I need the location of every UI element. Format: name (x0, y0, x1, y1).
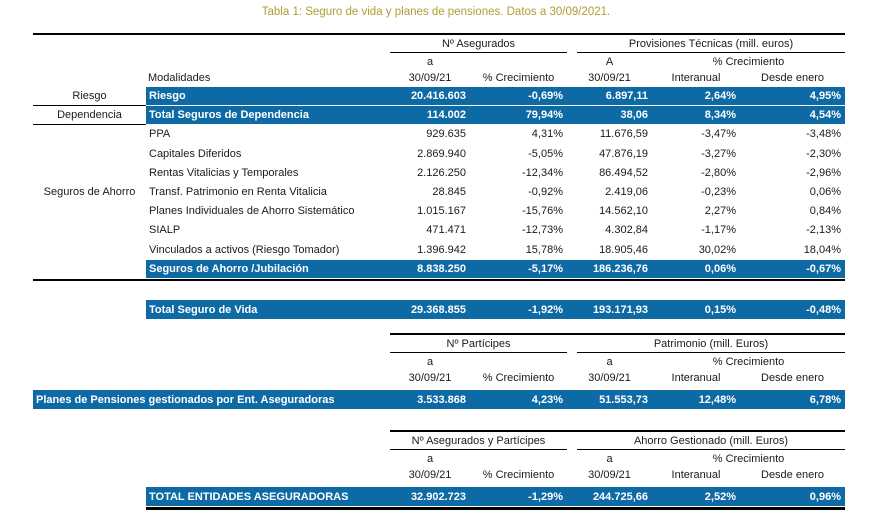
table3-header (33, 430, 845, 484)
table1-rows (33, 87, 845, 279)
cell-count-value: 28.845 (432, 185, 466, 198)
row-group-label (33, 487, 146, 507)
table3-rows (33, 487, 845, 507)
subheader-a-right: a (606, 356, 613, 369)
row-group-label (33, 221, 146, 240)
table3-top-rule (390, 430, 845, 432)
table-row (33, 164, 845, 183)
cell-growth-value: -5,05% (528, 147, 563, 160)
table-row (33, 390, 845, 410)
cell-count-value: 1.015.167 (417, 205, 466, 218)
column-group-header-patrimonio: Patrimonio (mill. Euros) (577, 333, 845, 353)
cell-count-value: 8.838.250 (390, 260, 470, 279)
cell-interannual-value: 12,48% (652, 390, 740, 410)
cell-interannual-value: -2,80% (701, 166, 736, 179)
subheader-a-right: A (605, 56, 614, 68)
cell-growth-value: 4,31% (531, 128, 563, 141)
cell-count-value: 29.368.855 (390, 300, 470, 320)
table2-group-header-row (33, 333, 845, 353)
cell-amount-value: 193.171,93 (567, 300, 652, 320)
row-label: Rentas Vitalicias y Temporales (149, 166, 299, 179)
table1-total-row-container (33, 300, 845, 320)
row-group-label (33, 164, 146, 183)
table3-bottom-rule (146, 507, 845, 509)
column-header-modalidades: Modalidades (148, 72, 211, 84)
cell-since-january-value: 0,06% (809, 185, 841, 198)
cell-growth-value: -12,73% (522, 224, 563, 237)
table-row (33, 183, 845, 202)
cell-count-value: 20.416.603 (390, 87, 470, 106)
row-label: TOTAL ENTIDADES ASEGURADORAS (146, 487, 390, 507)
cell-since-january-value: -2,30% (806, 147, 841, 160)
cell-interannual-value: 8,34% (652, 106, 740, 125)
cell-since-january-value: -2,13% (806, 224, 841, 237)
cell-growth-value: -0,69% (470, 87, 567, 106)
cell-growth-value: 4,23% (470, 390, 567, 410)
column-header-since-january: Desde enero (761, 469, 824, 482)
column-group-header-provisiones: Provisiones Técnicas (mill. euros) (577, 33, 845, 53)
cell-since-january-value: 4,54% (740, 106, 845, 125)
cell-since-january-value: 6,78% (740, 390, 845, 410)
cell-amount-value: 4.302,84 (605, 224, 648, 237)
row-group-label (33, 145, 146, 164)
cell-count-value: 2.126.250 (417, 166, 466, 179)
table-row (33, 241, 845, 260)
row-group-label (33, 125, 146, 144)
table3-group-header-row (33, 430, 845, 450)
cell-count-value: 929.635 (426, 128, 466, 141)
row-group-label (33, 300, 146, 320)
column-header-since-january: Desde enero (761, 372, 824, 385)
column-header-interannual: Interanual (671, 372, 721, 385)
cell-count-value: 114.002 (390, 106, 470, 125)
column-header-growth: % Crecimiento (482, 372, 555, 385)
cell-amount-value: 86.494,52 (599, 166, 648, 179)
column-header-date-right: 30/09/21 (588, 372, 631, 385)
table2-top-rule (390, 333, 845, 335)
table2-column-header-row (33, 370, 845, 387)
column-header-date-left: 30/09/21 (408, 469, 452, 482)
cell-amount-value: 2.419,06 (605, 185, 648, 198)
column-group-header-participes: Nº Partícipes (390, 333, 567, 353)
table-wrapper (33, 33, 845, 510)
row-label: Planes de Pensiones gestionados por Ent. Aseguradoras (33, 390, 390, 410)
cell-growth-value: -12,34% (522, 166, 563, 179)
cell-since-january-value: -0,67% (740, 260, 845, 279)
row-label: SIALP (149, 224, 181, 237)
row-label: Riesgo (146, 87, 390, 106)
cell-growth-value: -5,17% (470, 260, 567, 279)
cell-interannual-value: 0,15% (652, 300, 740, 320)
row-group-label: Seguros de Ahorro (43, 185, 136, 198)
cell-amount-value: 11.676,59 (599, 128, 648, 141)
table2-header (33, 333, 845, 387)
row-group-label: Dependencia (33, 106, 146, 125)
row-group-label (33, 202, 146, 221)
table-row (33, 125, 845, 144)
subheader-growth: % Crecimiento (712, 453, 785, 466)
table1-header (33, 33, 845, 87)
cell-interannual-value: 0,06% (652, 260, 740, 279)
cell-amount-value: 18.905,46 (599, 243, 648, 256)
column-group-header-asegurados: Nº Asegurados (390, 33, 567, 53)
cell-amount-value: 47.876,19 (599, 147, 648, 160)
table-row (33, 300, 845, 320)
column-header-date-left: 30/09/21 (408, 372, 452, 385)
cell-count-value: 32.902.723 (390, 487, 470, 507)
subheader-growth: % Crecimiento (712, 356, 785, 369)
cell-interannual-value: -1,17% (701, 224, 736, 237)
cell-since-january-value: -2,96% (806, 166, 841, 179)
column-header-date-left: 30/09/21 (408, 72, 452, 84)
cell-interannual-value: 2,64% (652, 87, 740, 106)
row-group-label (33, 241, 146, 260)
row-label: Vinculados a activos (Riesgo Tomador) (149, 243, 340, 256)
cell-amount-value: 244.725,66 (567, 487, 652, 507)
cell-since-january-value: -0,48% (740, 300, 845, 320)
row-group-label (33, 260, 146, 279)
cell-since-january-value: 18,04% (803, 243, 841, 256)
table-row (33, 106, 845, 125)
cell-interannual-value: -0,23% (701, 185, 736, 198)
cell-interannual-value: 2,52% (652, 487, 740, 507)
table1-bottom-rule (33, 279, 845, 281)
column-header-growth: % Crecimiento (482, 72, 555, 84)
table3-column-header-row (33, 467, 845, 484)
cell-amount-value: 51.553,73 (567, 390, 652, 410)
column-header-interannual: Interanual (671, 469, 721, 482)
subheader-a-right: a (606, 453, 613, 466)
table1-subheader-row (33, 53, 845, 70)
subheader-growth: % Crecimiento (712, 56, 785, 68)
cell-growth-value: -1,92% (470, 300, 567, 320)
cell-interannual-value: -3,47% (701, 128, 736, 141)
row-label: Seguros de Ahorro /Jubilación (146, 260, 390, 279)
table1-top-rule (33, 33, 845, 35)
table-row (33, 221, 845, 240)
row-group-label: Riesgo (33, 87, 146, 106)
table-row (33, 260, 845, 279)
cell-count-value: 1.396.942 (417, 243, 466, 256)
cell-since-january-value: 0,84% (809, 205, 841, 218)
subheader-a-left: a (426, 56, 434, 68)
table-caption: Tabla 1: Seguro de vida y planes de pensiones. Datos a 30/09/2021. (261, 6, 611, 18)
table2-rows (33, 390, 845, 410)
column-group-header-ahorro-gestionado: Ahorro Gestionado (mill. Euros) (577, 430, 845, 450)
cell-since-january-value: 4,95% (740, 87, 845, 106)
subheader-a-left: a (426, 356, 434, 369)
row-label: PPA (149, 128, 171, 141)
cell-interannual-value: -3,27% (701, 147, 736, 160)
row-label: Total Seguros de Dependencia (146, 106, 390, 125)
table1-column-header-row (33, 70, 845, 87)
cell-since-january-value: 0,96% (740, 487, 845, 507)
table3-subheader-row (33, 450, 845, 467)
cell-amount-value: 14.562,10 (599, 205, 648, 218)
cell-count-value: 471.471 (426, 224, 466, 237)
column-header-growth: % Crecimiento (482, 469, 555, 482)
cell-interannual-value: 2,27% (704, 205, 736, 218)
column-header-since-january: Desde enero (761, 72, 824, 84)
cell-amount-value: 6.897,11 (567, 87, 652, 106)
cell-growth-value: 15,78% (525, 243, 563, 256)
cell-growth-value: -15,76% (522, 205, 563, 218)
row-label: Planes Individuales de Ahorro Sistemático (149, 205, 355, 218)
table-row (33, 487, 845, 507)
column-group-header-asegurados-participes: Nº Asegurados y Partícipes (390, 430, 567, 450)
column-header-date-right: 30/09/21 (588, 72, 631, 84)
cell-growth-value: -0,92% (528, 185, 563, 198)
cell-interannual-value: 30,02% (698, 243, 736, 256)
cell-growth-value: -1,29% (470, 487, 567, 507)
row-label: Transf. Patrimonio en Renta Vitalicia (149, 185, 327, 198)
cell-amount-value: 38,06 (567, 106, 652, 125)
table-row (33, 87, 845, 106)
table2-subheader-row (33, 353, 845, 370)
cell-since-january-value: -3,48% (806, 128, 841, 141)
subheader-a-left: a (426, 453, 434, 466)
column-header-interannual: Interanual (671, 72, 721, 84)
table-row (33, 145, 845, 164)
row-label: Capitales Diferidos (149, 147, 242, 160)
table1-group-header-row (33, 33, 845, 53)
row-label: Total Seguro de Vida (146, 300, 390, 320)
table-row (33, 202, 845, 221)
cell-amount-value: 186.236,76 (567, 260, 652, 279)
column-header-date-right: 30/09/21 (588, 469, 631, 482)
cell-growth-value: 79,94% (470, 106, 567, 125)
cell-count-value: 3.533.868 (390, 390, 470, 410)
cell-count-value: 2.869.940 (417, 147, 466, 160)
